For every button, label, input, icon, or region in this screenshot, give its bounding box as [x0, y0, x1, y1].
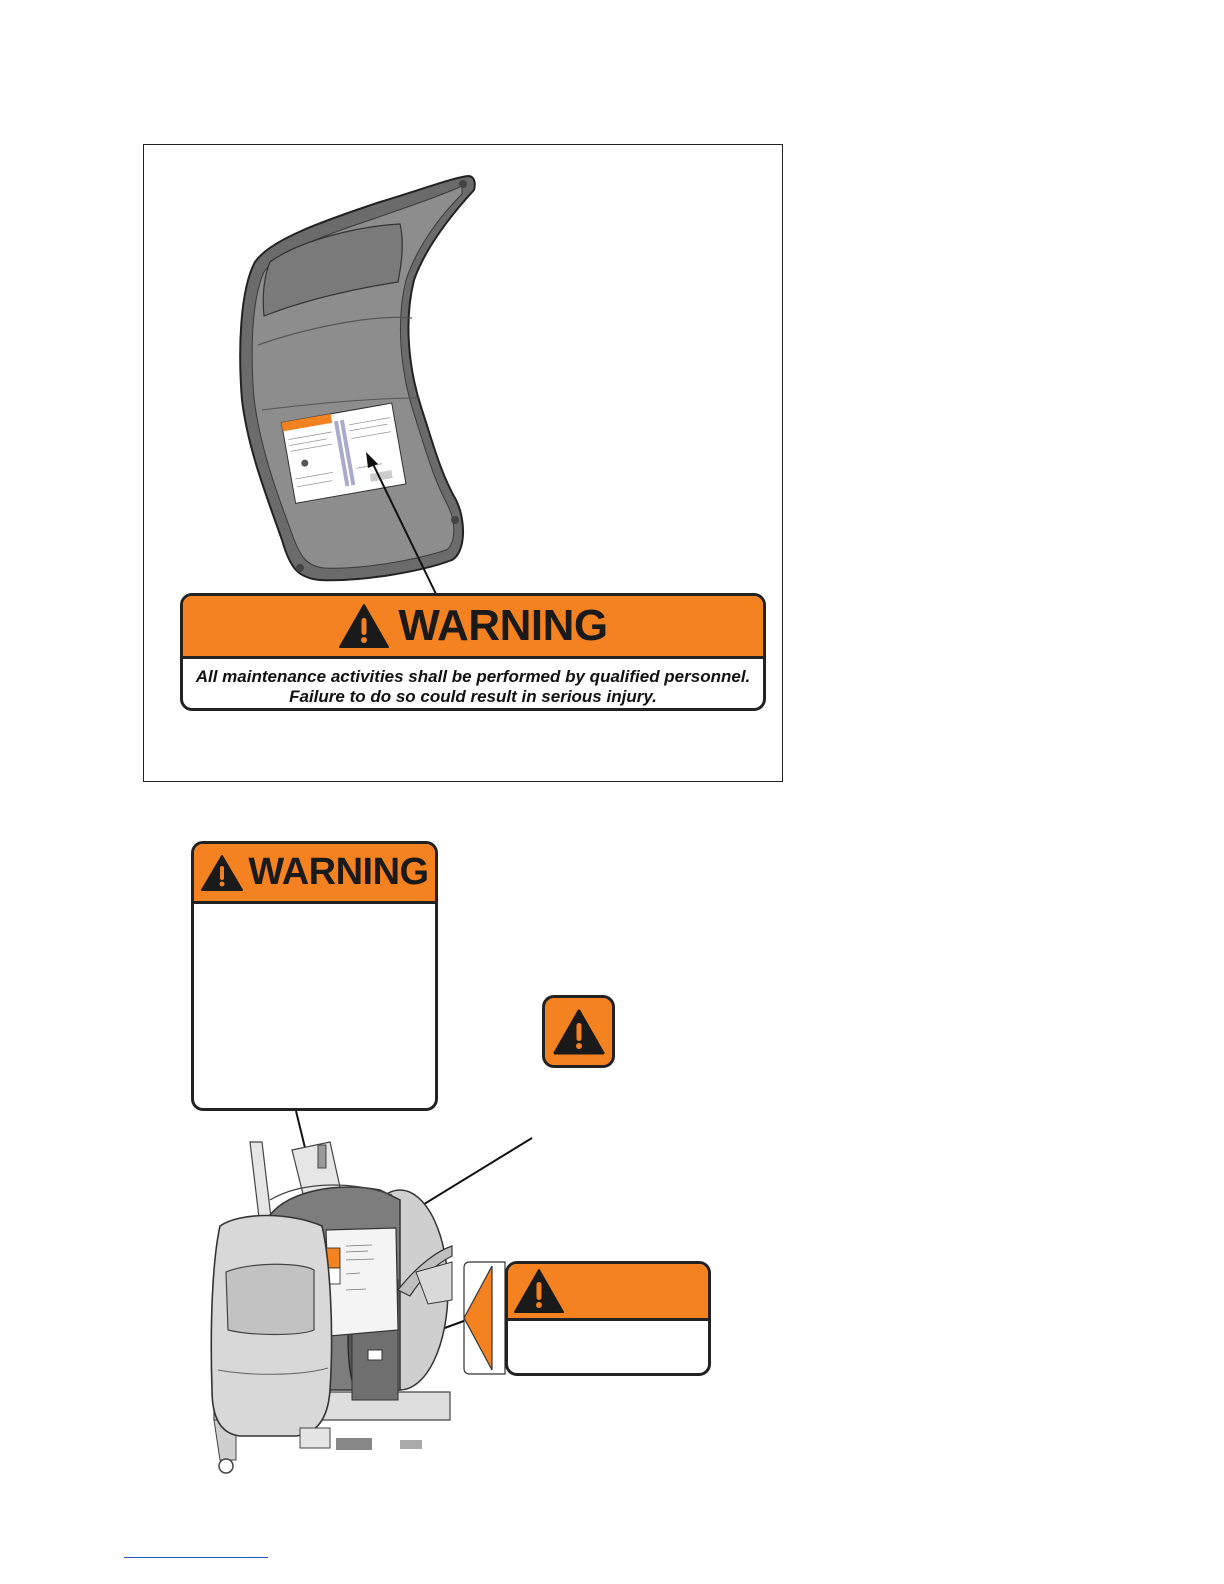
warning-header — [508, 1264, 708, 1321]
cover-icon — [240, 176, 475, 580]
alert-triangle-icon — [513, 1268, 565, 1314]
alert-triangle-icon — [200, 854, 244, 892]
alert-symbol-badge — [542, 995, 615, 1068]
footer-link-rule[interactable] — [124, 1557, 268, 1558]
warning-label-panel — [191, 841, 438, 1111]
warning-message: All maintenance activities shall be performed by qualified personnel. Failure to do so could result in serious injury. — [195, 667, 751, 706]
alert-triangle-icon — [338, 603, 390, 649]
signal-word: WARNING — [398, 601, 608, 650]
alert-triangle-icon — [553, 1008, 605, 1056]
warning-label-small — [505, 1261, 711, 1376]
warning-header — [194, 844, 435, 904]
warning-header — [183, 596, 763, 659]
elliptical-icon — [211, 1142, 452, 1473]
signal-word: WARNING — [248, 851, 429, 893]
warning-label-maintenance — [180, 593, 766, 711]
label-callout-pointer — [464, 1262, 505, 1374]
